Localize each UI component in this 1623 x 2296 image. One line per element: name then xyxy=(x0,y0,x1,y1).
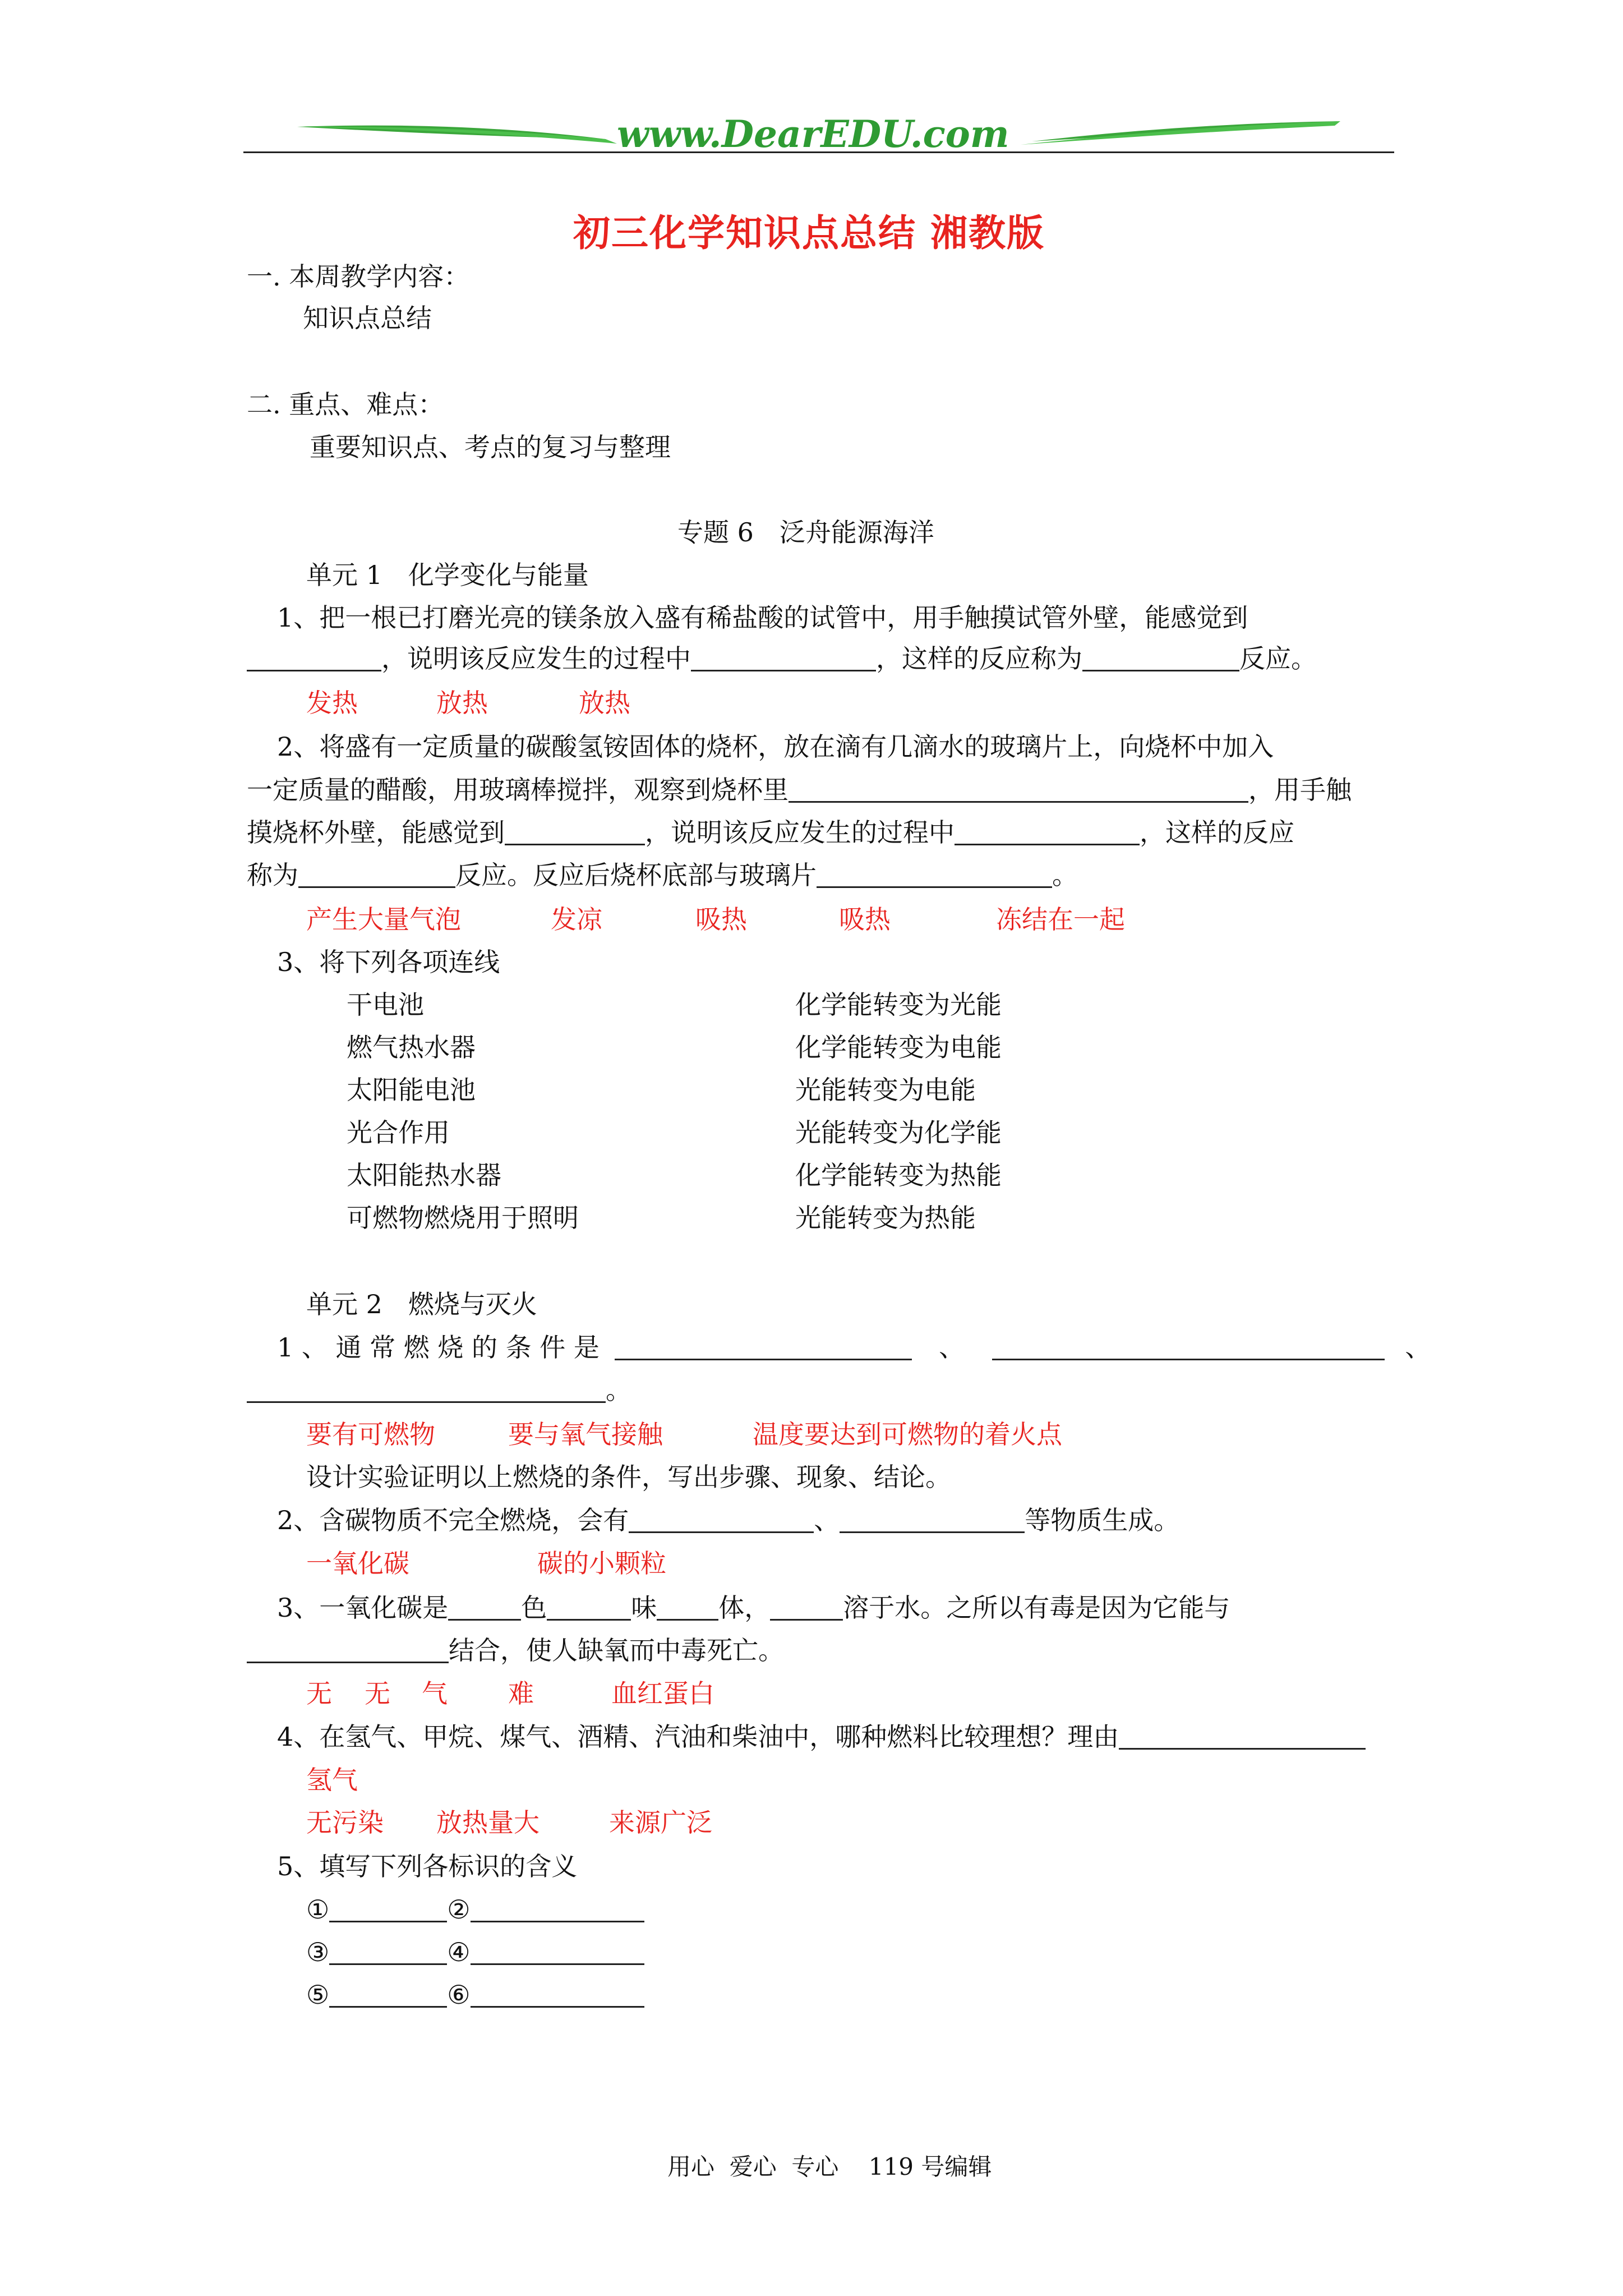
fill-blank[interactable] xyxy=(547,1594,631,1621)
u2-q1-answer: 要与氧气接触 xyxy=(508,1419,663,1450)
fill-blank[interactable] xyxy=(448,1594,521,1621)
fill-blank[interactable] xyxy=(1119,1723,1366,1750)
u1-q3-heading: 3、将下列各项连线 xyxy=(277,947,500,977)
fill-blank[interactable] xyxy=(505,819,645,845)
u1-q2-text: 一定质量的醋酸，用玻璃棒搅拌，观察到烧杯里 xyxy=(247,775,789,805)
match-left-item: 燃气热水器 xyxy=(347,1032,476,1062)
u1-q2-answer: 吸热 xyxy=(695,904,747,935)
u1-q2-line3 xyxy=(247,817,1294,848)
u1-q1-answer: 放热 xyxy=(579,688,630,718)
section1-content: 知识点总结 xyxy=(303,303,432,333)
u1-q2-line2 xyxy=(247,776,1352,803)
u2-q4-answer: 无污染 xyxy=(306,1807,384,1838)
u1-q1-line2 xyxy=(247,643,1317,674)
fill-blank[interactable] xyxy=(992,1334,1385,1360)
u2-q3-text: 体， xyxy=(718,1593,771,1623)
section1-heading: 一. 本周教学内容： xyxy=(247,261,470,292)
u2-q3-line2 xyxy=(247,1637,784,1663)
u1-q2-text: 反应。反应后烧杯底部与玻璃片 xyxy=(455,860,817,890)
match-right-item: 光能转变为电能 xyxy=(795,1075,976,1105)
u2-q2-line1 xyxy=(277,1507,1179,1533)
u2-q1-sep: 、 xyxy=(939,1332,965,1363)
u2-q3-text: 色 xyxy=(521,1593,547,1623)
u2-q3-answer: 无 xyxy=(365,1678,390,1709)
u2-q1-sep: 、 xyxy=(1405,1332,1431,1363)
u2-q5-row xyxy=(306,1894,644,1925)
u2-q3-text: 溶于水。之所以有毒是因为它能与 xyxy=(843,1593,1230,1623)
fill-blank[interactable] xyxy=(329,1981,447,2008)
u2-q3-line1 xyxy=(277,1594,1230,1621)
u1-q2-answer: 发凉 xyxy=(551,904,602,935)
u1-q1-text-a: ，说明该反应发生的过程中 xyxy=(381,643,691,674)
u2-q1-end: 。 xyxy=(606,1375,631,1405)
fill-blank[interactable] xyxy=(298,862,455,888)
u1-q1-text-c: 反应。 xyxy=(1239,643,1317,674)
fill-blank[interactable] xyxy=(840,1507,1025,1533)
u2-q4-text: 4、在氢气、甲烷、煤气、酒精、汽油和柴油中，哪种燃料比较理想？理由 xyxy=(277,1722,1119,1752)
u2-q3-answer: 气 xyxy=(422,1678,448,1709)
u1-q2-line1: 2、将盛有一定质量的碳酸氢铵固体的烧杯，放在滴有几滴水的玻璃片上，向烧杯中加入 xyxy=(277,731,1274,762)
fill-blank[interactable] xyxy=(1082,645,1239,671)
u2-q2-text: 2、含碳物质不完全燃烧，会有 xyxy=(277,1505,629,1535)
fill-blank[interactable] xyxy=(629,1507,814,1533)
section2-heading: 二. 重点、难点： xyxy=(247,389,444,420)
fill-blank[interactable] xyxy=(817,862,1052,888)
topic-heading: 专题 6 泛舟能源海洋 xyxy=(677,517,934,547)
match-left-item: 太阳能电池 xyxy=(347,1075,476,1105)
u2-q2-answer: 碳的小颗粒 xyxy=(537,1548,666,1579)
u1-q2-line4 xyxy=(247,862,1078,888)
fill-blank[interactable] xyxy=(615,1334,912,1360)
u1-q2-answer: 冻结在一起 xyxy=(996,904,1125,935)
u2-q3-text: 3、一氧化碳是 xyxy=(277,1593,449,1623)
u2-q3-answer: 无 xyxy=(306,1678,332,1709)
fill-blank[interactable] xyxy=(247,645,381,671)
u2-q5-row xyxy=(306,1939,644,1965)
fill-blank[interactable] xyxy=(691,645,876,671)
u2-q2-sep: 、 xyxy=(814,1505,840,1535)
u1-q2-text: 摸烧杯外壁，能感觉到 xyxy=(247,817,505,848)
u2-q3-text: 味 xyxy=(631,1593,657,1623)
u2-q3-text: 结合，使人缺氧而中毒死亡。 xyxy=(449,1635,784,1665)
u2-q5-row xyxy=(306,1981,644,2008)
mark-label: ④ xyxy=(447,1937,471,1967)
u2-q1-text: 1 、 通 常 燃 烧 的 条 件 是 xyxy=(277,1332,600,1363)
u1-q2-text: ，用手触 xyxy=(1248,775,1352,805)
section2-content: 重要知识点、考点的复习与整理 xyxy=(310,432,671,462)
u2-q5-heading: 5、填写下列各标识的含义 xyxy=(277,1851,578,1881)
mark-label: ① xyxy=(306,1894,330,1925)
u2-q1-answer: 温度要达到可燃物的着火点 xyxy=(753,1419,1062,1450)
u1-q1-answer: 发热 xyxy=(306,688,358,718)
mark-label: ② xyxy=(447,1894,471,1925)
mark-label: ⑤ xyxy=(306,1980,330,2010)
u2-q1-line1 xyxy=(277,1332,1431,1363)
u1-q2-text: ，说明该反应发生的过程中 xyxy=(645,817,955,848)
fill-blank[interactable] xyxy=(247,1377,606,1403)
match-right-item: 化学能转变为光能 xyxy=(795,990,1002,1020)
u2-q3-answer: 难 xyxy=(508,1678,534,1709)
u1-q2-answer: 产生大量气泡 xyxy=(306,904,461,935)
u2-q1-answer: 要有可燃物 xyxy=(306,1419,435,1450)
fill-blank[interactable] xyxy=(657,1594,718,1621)
u1-q1-line1: 1、把一根已打磨光亮的镁条放入盛有稀盐酸的试管中，用手触摸试管外壁，能感觉到 xyxy=(277,602,1248,633)
mark-label: ③ xyxy=(306,1937,330,1967)
match-right-item: 化学能转变为热能 xyxy=(795,1160,1002,1190)
u2-q4-answer: 来源广泛 xyxy=(609,1807,712,1838)
match-left-item: 干电池 xyxy=(347,990,424,1020)
fill-blank[interactable] xyxy=(247,1637,449,1663)
fill-blank[interactable] xyxy=(329,1939,447,1965)
header-logo xyxy=(292,110,1346,166)
fill-blank[interactable] xyxy=(789,776,1248,803)
match-right-item: 化学能转变为电能 xyxy=(795,1032,1002,1062)
u1-q2-answer: 吸热 xyxy=(839,904,891,935)
unit2-heading: 单元 2 燃烧与灭火 xyxy=(306,1289,537,1319)
fill-blank[interactable] xyxy=(770,1594,843,1621)
u2-q1-line2 xyxy=(247,1377,631,1403)
fill-blank[interactable] xyxy=(955,819,1140,845)
u1-q1-answer: 放热 xyxy=(436,688,488,718)
logo-text: www.DearEDU.com xyxy=(617,112,1009,156)
u1-q1-text-b: ，这样的反应称为 xyxy=(876,643,1082,674)
match-right-item: 光能转变为热能 xyxy=(795,1203,976,1233)
u2-q4-line1 xyxy=(277,1723,1366,1750)
match-right-item: 光能转变为化学能 xyxy=(795,1117,1002,1148)
u2-q2-text: 等物质生成。 xyxy=(1025,1505,1180,1535)
header-rule xyxy=(243,151,1394,153)
match-left-item: 太阳能热水器 xyxy=(347,1160,501,1190)
unit1-heading: 单元 1 化学变化与能量 xyxy=(306,560,589,590)
u2-q4-answer-fuel: 氢气 xyxy=(306,1765,358,1795)
match-left-item: 光合作用 xyxy=(347,1117,450,1148)
page-footer: 用心 爱心 专心 119 号编辑 xyxy=(667,2153,992,2180)
u2-q4-answer: 放热量大 xyxy=(436,1807,540,1838)
mark-label: ⑥ xyxy=(447,1980,471,2010)
u2-q1-note: 设计实验证明以上燃烧的条件，写出步骤、现象、结论。 xyxy=(306,1462,951,1492)
u2-q2-answer: 一氧化碳 xyxy=(306,1548,409,1579)
u2-q3-answer: 血红蛋白 xyxy=(611,1678,714,1709)
fill-blank[interactable] xyxy=(471,1939,644,1965)
u1-q2-text: 。 xyxy=(1052,860,1078,890)
fill-blank[interactable] xyxy=(471,1981,644,2008)
u1-q2-text: 称为 xyxy=(247,860,298,890)
page-title: 初三化学知识点总结 湘教版 xyxy=(573,211,1045,255)
fill-blank[interactable] xyxy=(329,1896,447,1922)
match-left-item: 可燃物燃烧用于照明 xyxy=(347,1203,579,1233)
fill-blank[interactable] xyxy=(471,1896,644,1922)
u1-q2-text: ，这样的反应 xyxy=(1140,817,1294,848)
